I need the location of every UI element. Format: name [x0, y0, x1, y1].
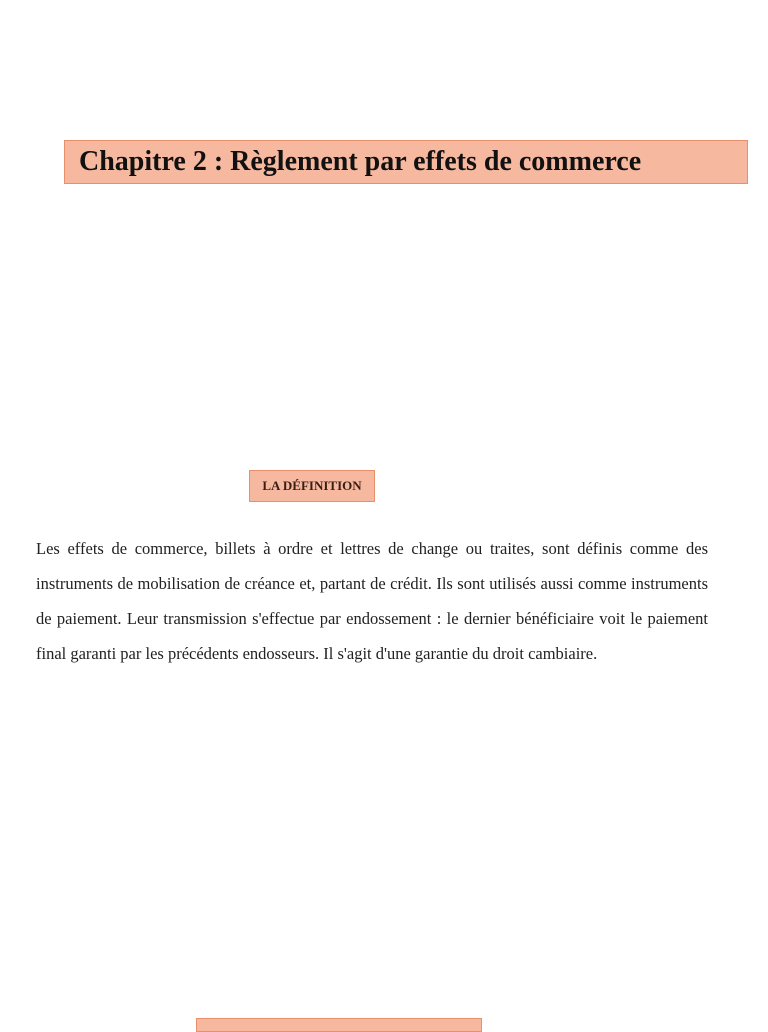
- next-section-heading-box: [196, 1018, 482, 1032]
- definition-section-label: LA DÉFINITION: [262, 478, 362, 493]
- chapter-title-banner: [64, 140, 748, 184]
- chapter-title: Chapitre 2 : Règlement par effets de commerce: [79, 146, 642, 177]
- definition-section-label-box: [249, 470, 375, 502]
- definition-paragraph: Les effets de commerce, billets à ordre et lettres de change ou traites, sont définis comme des instruments de mobilisation de créance et, partant de crédit. Ils sont utilisés aussi comme instruments de paiement. Leur transmission s'effectue par endossement : le dernier bénéficiaire voit le paiement final garanti par les précédents endosseurs. Il s'agit d'une garantie du droit cambiaire.: [36, 539, 708, 663]
